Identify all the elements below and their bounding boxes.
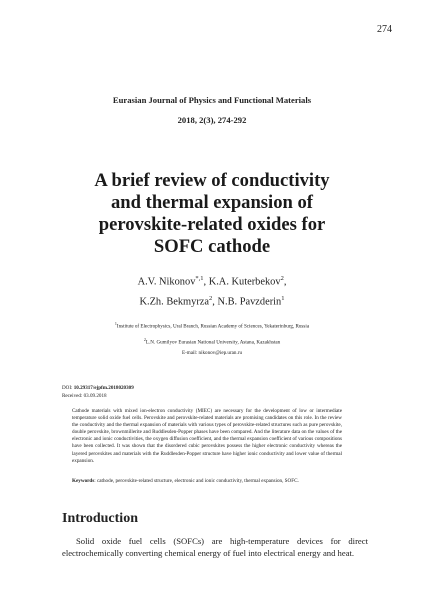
journal-name: Eurasian Journal of Physics and Functional Materials [112, 95, 312, 105]
keywords [72, 478, 342, 485]
body-paragraph: Solid oxide fuel cells (SOFCs) are high-temperature devices for direct electrochemically converting chemical energy of fuel into electrical energy and heat. [62, 536, 368, 559]
doi [62, 385, 134, 391]
page-number: 274 [377, 24, 392, 35]
author-list [40, 270, 384, 311]
author-mark: 1 [281, 295, 285, 303]
affiliation-mark: 1 [114, 321, 117, 326]
affiliation-text: L.N. Gumilyov Eurasian National University, Astana, Kazakhstan [145, 339, 281, 346]
paper-title [40, 170, 384, 258]
title-line: and thermal expansion of [111, 192, 313, 213]
contact-email: E-mail: nikonov@iep.uran.ru [181, 350, 242, 356]
issue-info: 2018, 2(3), 274-292 [177, 115, 247, 125]
author-name: A.V. Nikonov [137, 276, 196, 288]
author-name: K.Zh. Bekmyrza [139, 296, 210, 308]
abstract: Cathode materials with mixed ion-electron conductivity (MIEC) are necessary for the development of low or intermediate temperature solid oxide fuel cells. Perovskite and perovskite-related materials are promising candidates on this role. In the review the conductivity and the thermal expansion of materials with various types of perovskite-related structures such as pure perovskite, double perovskite, brownmillerite and Ruddlesden-Popper phases have been compared. And the literature data on the values of the electronic and ionic conductivities, the oxygen diffusion coefficient, and the thermal expansion coefficient of various compositions have been collected. It was shown that the disordered cubic perovskites possess the higher electronic conductivity whereas the layered perovskites and materials with the Ruddlesden-Popper structure have higher ionic conductivity and lower value of thermal expansion. [72, 408, 342, 464]
affiliation-text: Institute of Electrophysics, Ural Branch, Russian Academy of Sciences, Yekaterinburg, Russia [116, 323, 310, 330]
author-separator: , [283, 276, 287, 288]
title-line: SOFC cathode [153, 236, 271, 257]
affiliation-mark: 2 [143, 337, 146, 342]
author-name: , K.A. Kuterbekov [203, 276, 281, 288]
affiliation-1 [40, 321, 384, 330]
author-line [40, 290, 384, 310]
affiliation-2 [40, 337, 384, 346]
doi-label: DOI: [62, 385, 74, 391]
title-line: A brief review of conductivity [94, 170, 330, 191]
author-line [40, 270, 384, 290]
section-heading: Introduction [62, 511, 138, 526]
author-mark: 2 [280, 275, 284, 282]
author-mark: 2 [209, 295, 213, 303]
author-name: , N.B. Pavzderin [212, 296, 282, 308]
author-mark: *,1 [195, 275, 204, 282]
keywords-label: Keywords [72, 478, 95, 484]
received-date: Received: 03.09.2018 [62, 393, 107, 399]
title-line: perovskite-related oxides for [98, 214, 326, 235]
doi-value: 10.29317/ejpfm.2018020309 [73, 385, 134, 391]
keywords-text: : cathode, perovskite-related structure, electronic and ionic conductivity, thermal expansion, SOFC. [94, 478, 299, 484]
